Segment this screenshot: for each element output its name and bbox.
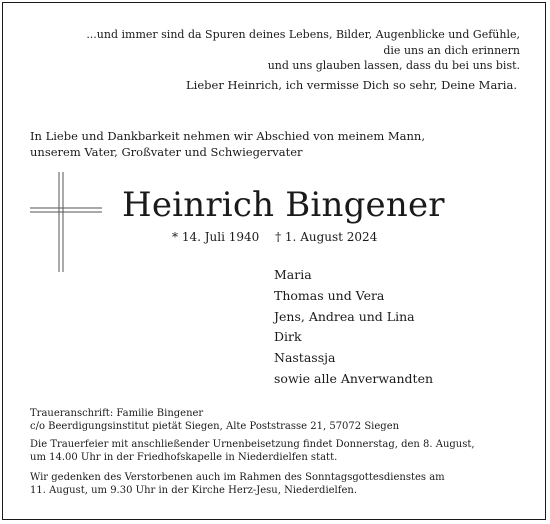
poem-line: die uns an dich erinnern <box>383 43 520 57</box>
service-info <box>30 472 445 497</box>
service-line: 11. August, um 9.30 Uhr in der Kirche Herz-Jesu, Niederdielfen. <box>30 484 357 496</box>
family-member: Thomas und Vera <box>274 287 385 303</box>
family-member: Dirk <box>274 329 302 345</box>
deceased-name: Heinrich Bingener <box>122 185 445 225</box>
poem-line: und uns glauben lassen, dass du bei uns bist. <box>267 59 520 72</box>
ceremony-info <box>30 439 475 464</box>
death-date: † 1. August 2024 <box>275 230 378 244</box>
mourning-address <box>30 408 399 433</box>
address-line: c/o Beerdigungsinstitut pietät Siegen, Alte Poststrasse 21, 57072 Siegen <box>30 420 400 432</box>
address-line: Traueranschrift: Familie Bingener <box>30 408 204 419</box>
life-dates <box>172 230 377 244</box>
signature-line: Lieber Heinrich, ich vermisse Dich so sehr, Deine Maria. <box>186 78 517 92</box>
family-member: Jens, Andrea und Lina <box>274 308 415 324</box>
ceremony-line: Die Trauerfeier mit anschließender Urnenbeisetzung findet Donnerstag, den 8. August, <box>30 439 475 450</box>
cross-icon <box>30 172 102 272</box>
poem-block <box>86 27 520 74</box>
birth-date: * 14. Juli 1940 <box>172 230 260 244</box>
family-list <box>274 265 433 390</box>
intro-line: unserem Vater, Großvater und Schwiegervater <box>30 144 303 159</box>
intro-line: In Liebe und Dankbarkeit nehmen wir Abschied von meinem Mann, <box>30 129 425 143</box>
intro-block <box>30 129 425 160</box>
poem-line: ...und immer sind da Spuren deines Lebens, Bilder, Augenblicke und Gefühle, <box>86 28 520 41</box>
ceremony-line: um 14.00 Uhr in der Friedhofskapelle in Niederdielfen statt. <box>30 451 338 463</box>
family-member: sowie alle Anverwandten <box>274 370 434 386</box>
family-member: Nastassja <box>274 350 336 366</box>
family-member: Maria <box>274 267 312 282</box>
service-line: Wir gedenken des Verstorbenen auch im Rahmen des Sonntagsgottesdienstes am <box>30 472 445 483</box>
